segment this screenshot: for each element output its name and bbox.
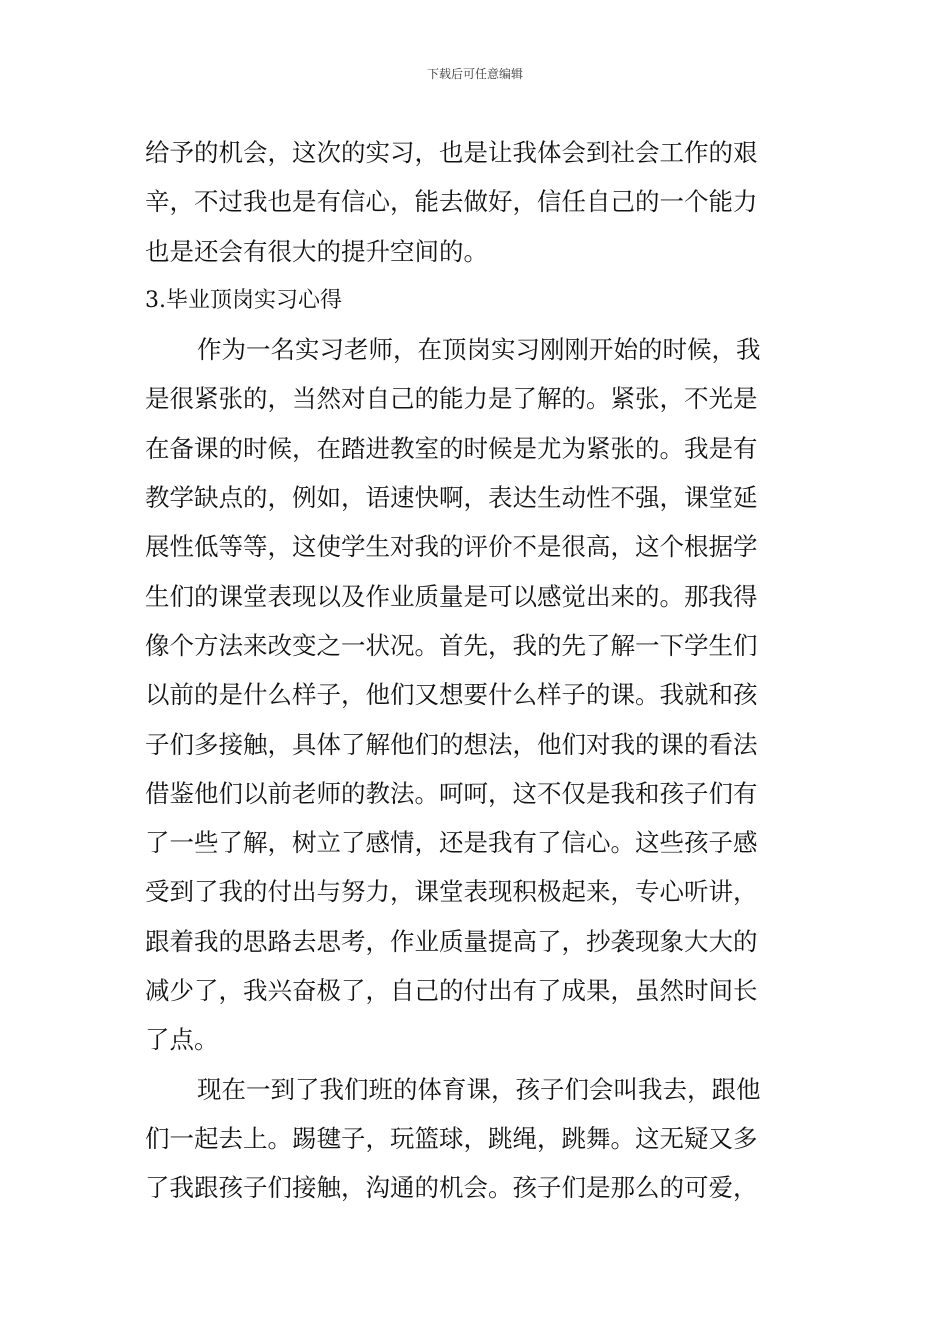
- text-line: 教学缺点的，例如，语速快啊，表达生动性不强，课堂延: [145, 483, 758, 513]
- text-line: 了一些了解，树立了感情，还是我有了信心。这些孩子感: [145, 828, 758, 858]
- text-line: 们一起去上。踢毽子，玩篮球，跳绳，跳舞。这无疑又多: [145, 1123, 758, 1153]
- section-heading: 3.毕业顶岗实习心得: [145, 287, 342, 313]
- text-line: 减少了，我兴奋极了，自己的付出有了成果，虽然时间长: [145, 976, 758, 1006]
- text-line: 展性低等等，这使学生对我的评价不是很高，这个根据学: [145, 532, 758, 562]
- text-line: 跟着我的思路去思考，作业质量提高了，抄袭现象大大的: [145, 926, 758, 956]
- text-line: 借鉴他们以前老师的教法。呵呵，这不仅是我和孩子们有: [145, 778, 758, 808]
- text-line: 生们的课堂表现以及作业质量是可以感觉出来的。那我得: [145, 581, 758, 611]
- body-text: [145, 128, 810, 1213]
- text-line: 像个方法来改变之一状况。首先，我的先了解一下学生们: [145, 630, 758, 660]
- paragraph-start-line: 作为一名实习老师，在顶岗实习刚刚开始的时候，我: [197, 335, 761, 365]
- text-line: 了点。: [145, 1025, 219, 1055]
- text-line: 以前的是什么样子，他们又想要什么样子的课。我就和孩: [145, 680, 758, 710]
- page-header: 下载后可任意编辑: [426, 67, 523, 81]
- text-line: 子们多接触，具体了解他们的想法，他们对我的课的看法: [145, 729, 758, 759]
- text-line: 给予的机会，这次的实习，也是让我体会到社会工作的艰: [145, 138, 758, 167]
- text-line: 辛，不过我也是有信心，能去做好，信任自己的一个能力: [145, 187, 758, 217]
- paragraph-start-line: 现在一到了我们班的体育课，孩子们会叫我去，跟他: [197, 1074, 761, 1104]
- text-line: 在备课的时候，在踏进教室的时候是尤为紧张的。我是有: [145, 433, 758, 463]
- text-line: 是很紧张的，当然对自己的能力是了解的。紧张，不光是: [145, 384, 758, 414]
- text-line: 了我跟孩子们接触，沟通的机会。孩子们是那么的可爱，: [145, 1173, 758, 1203]
- text-line: 受到了我的付出与努力，课堂表现积极起来，专心听讲，: [145, 877, 758, 907]
- text-line: 也是还会有很大的提升空间的。: [145, 236, 488, 266]
